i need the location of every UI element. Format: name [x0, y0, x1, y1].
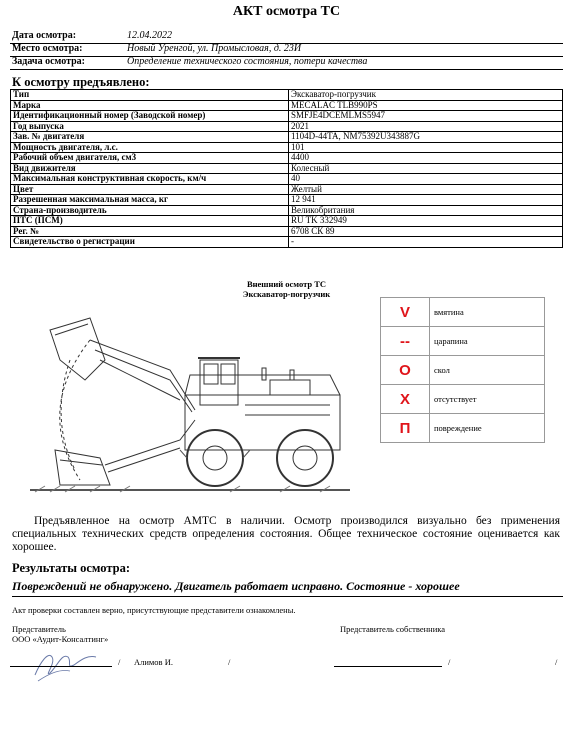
spec-table	[10, 89, 563, 248]
table-row	[11, 121, 563, 132]
spec-value: -	[289, 237, 563, 248]
table-row	[11, 226, 563, 237]
table-row	[11, 111, 563, 122]
table-row	[11, 142, 563, 153]
table-row	[11, 205, 563, 216]
meta-row-task	[10, 56, 563, 70]
meta-label: Место осмотра:	[12, 43, 83, 54]
legend-label: царапина	[430, 327, 545, 356]
spec-key: Разрешенная максимальная масса, кг	[11, 195, 289, 206]
legend-label: скол	[430, 356, 545, 385]
meta-value: 12.04.2022	[127, 30, 172, 41]
meta-row-date	[10, 30, 563, 44]
section-title: К осмотру предъявлено:	[12, 75, 150, 89]
meta-label: Задача осмотра:	[12, 56, 85, 67]
spec-value: RU TK 332949	[289, 216, 563, 227]
dent-symbol: V	[381, 298, 430, 327]
spec-key: Идентификационный номер (Заводской номер)	[11, 111, 289, 122]
legend-label: отсутствует	[430, 385, 545, 414]
scratch-symbol: --	[381, 327, 430, 356]
damage-legend	[380, 297, 545, 443]
signature-line-right	[334, 666, 442, 667]
table-row	[11, 216, 563, 227]
spec-value: SMFJE4DCEMLMS5947	[289, 111, 563, 122]
chip-symbol: O	[381, 356, 430, 385]
spec-value: 6708 СК 89	[289, 226, 563, 237]
table-row	[11, 100, 563, 111]
spec-value: 4400	[289, 153, 563, 164]
spec-value: 40	[289, 174, 563, 185]
legend-row	[381, 298, 545, 327]
loader-diagram	[30, 300, 350, 495]
spec-key: Страна-производитель	[11, 205, 289, 216]
spec-value: 2021	[289, 121, 563, 132]
spec-value: Экскаватор-погрузчик	[289, 90, 563, 101]
missing-symbol: X	[381, 385, 430, 414]
results-title: Результаты осмотра:	[12, 561, 130, 575]
spec-key: Максимальная конструктивная скорость, км/ч	[11, 174, 289, 185]
meta-value: Определение технического состояния, потери качества	[127, 56, 368, 67]
spec-value: Колесный	[289, 163, 563, 174]
visual-subtitle: Экскаватор-погрузчик	[242, 289, 331, 299]
spec-value: 101	[289, 142, 563, 153]
rep-left-label: Представитель	[12, 624, 66, 634]
legend-row	[381, 385, 545, 414]
table-row	[11, 90, 563, 101]
legend-row	[381, 414, 545, 443]
slash-separator: /	[228, 657, 231, 667]
table-row	[11, 184, 563, 195]
legend-label: вмятина	[430, 298, 545, 327]
signature	[30, 643, 100, 683]
table-row	[11, 237, 563, 248]
meta-label: Дата осмотра:	[12, 30, 77, 41]
rep-right-label: Представитель собственника	[340, 624, 446, 634]
table-row	[11, 163, 563, 174]
slash-separator: /	[118, 657, 121, 667]
visual-title: Внешний осмотр ТС	[246, 279, 327, 289]
legend-row	[381, 327, 545, 356]
legend-row	[381, 356, 545, 385]
spec-value: Великобритания	[289, 205, 563, 216]
spec-key: Свидетельство о регистрации	[11, 237, 289, 248]
table-row	[11, 153, 563, 164]
damage-symbol: П	[381, 414, 430, 443]
signer-name: Алимов И.	[134, 657, 173, 667]
spec-key: Тип	[11, 90, 289, 101]
spec-key: Рег. №	[11, 226, 289, 237]
spec-key: Год выпуска	[11, 121, 289, 132]
inspection-paragraph: Предъявленное на осмотр АМТС в наличии. Осмотр производился визуально без применения специальных технических средств определения состояния. Общее техническое состояние оценивается как хорошее.	[12, 515, 560, 553]
table-row	[11, 174, 563, 185]
spec-value: MECALAC TLB990PS	[289, 100, 563, 111]
results-text: Повреждений не обнаружено. Двигатель работает исправно. Состояние - хорошее	[12, 579, 563, 597]
slash-separator: /	[555, 657, 558, 667]
table-row	[11, 132, 563, 143]
spec-key: Рабочий объем двигателя, см3	[11, 153, 289, 164]
spec-key: Цвет	[11, 184, 289, 195]
meta-row-place	[10, 43, 563, 57]
spec-key: Мощность двигателя, л.с.	[11, 142, 289, 153]
spec-value: 12 941	[289, 195, 563, 206]
spec-value: 1104D-44TA, NM75392U343887G	[289, 132, 563, 143]
document-title: АКТ осмотра ТС	[232, 4, 341, 19]
signature-line-left	[10, 666, 112, 667]
slash-separator: /	[448, 657, 451, 667]
table-row	[11, 195, 563, 206]
org-name: ООО «Аудит-Консалтинг»	[12, 634, 109, 644]
spec-key: Марка	[11, 100, 289, 111]
footer-statement: Акт проверки составлен верно, присутствующие представители ознакомлены.	[12, 605, 296, 615]
spec-key: Зав. № двигателя	[11, 132, 289, 143]
spec-key: ПТС (ПСМ)	[11, 216, 289, 227]
spec-key: Вид движителя	[11, 163, 289, 174]
spec-value: Желтый	[289, 184, 563, 195]
legend-label: повреждение	[430, 414, 545, 443]
meta-value: Новый Уренгой, ул. Промысловая, д. 23И	[127, 43, 302, 54]
